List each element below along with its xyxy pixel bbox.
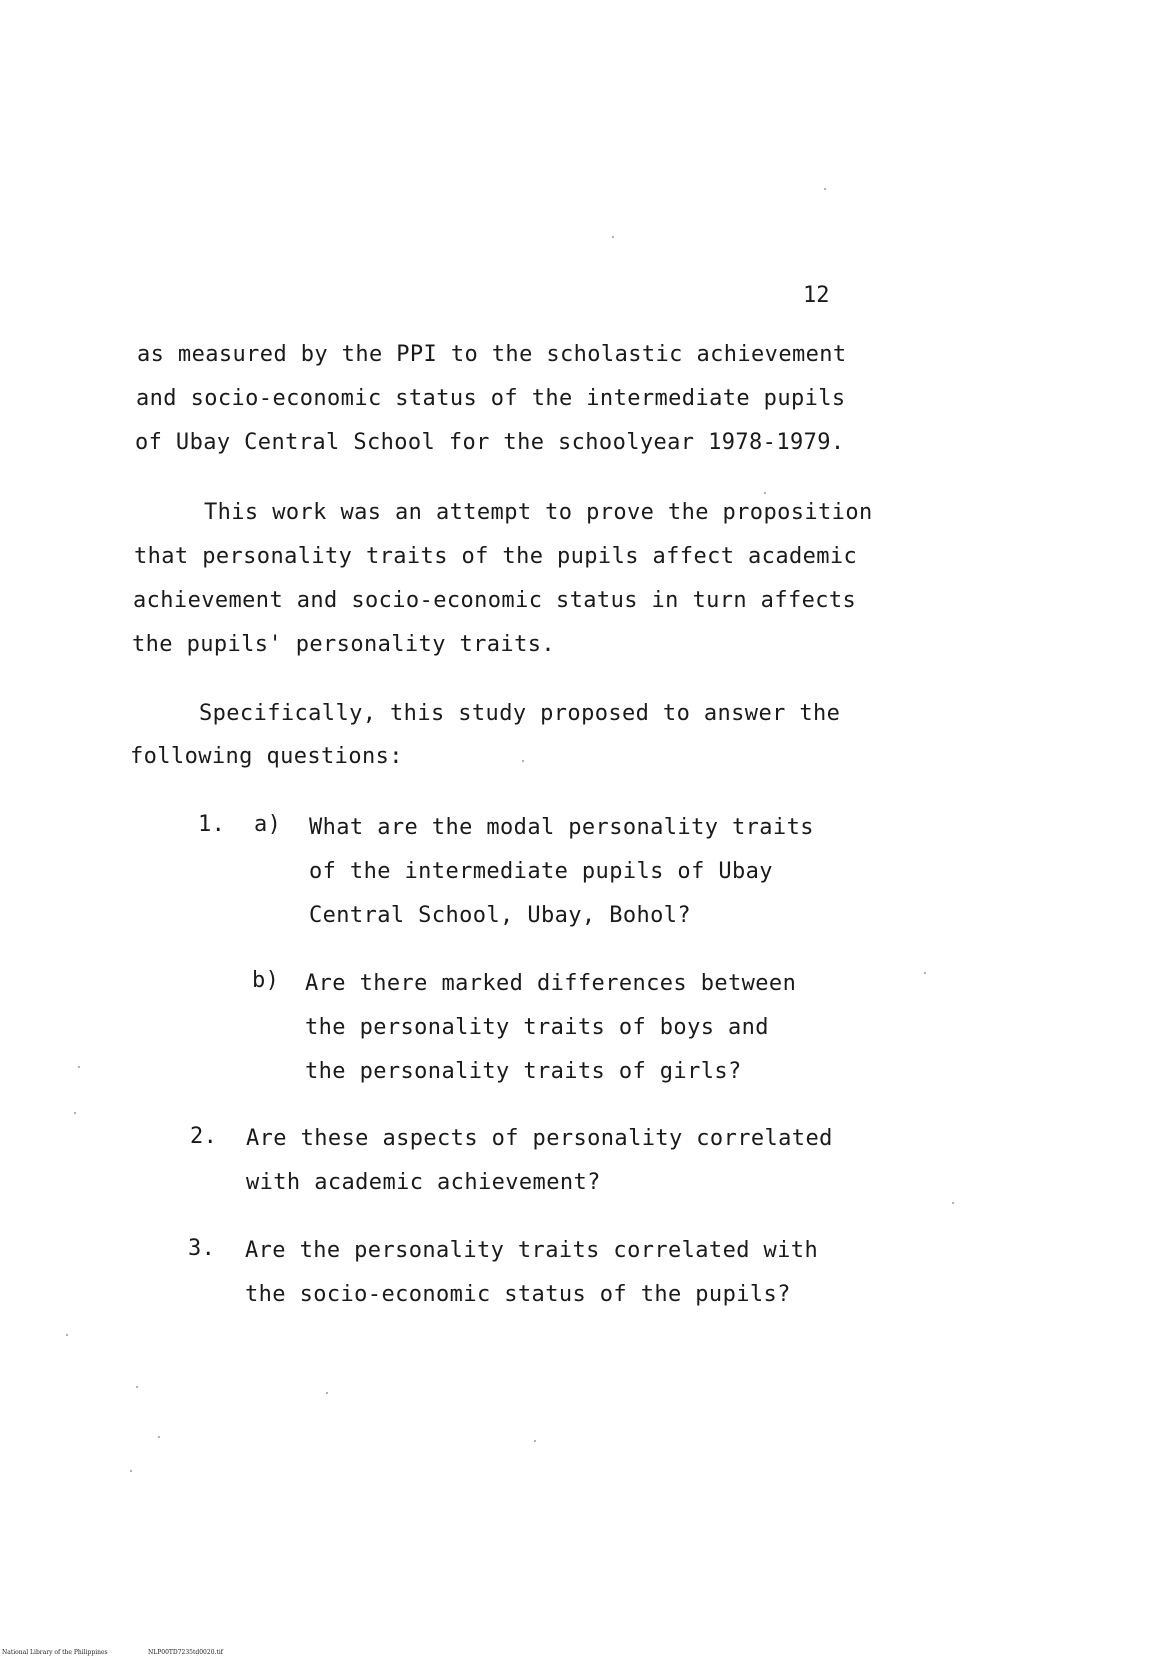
scan-speck bbox=[824, 188, 826, 190]
footer-file-id: NLP00TD7235td0020.tif bbox=[148, 1649, 223, 1656]
scan-speck bbox=[952, 1202, 954, 1204]
scan-speck bbox=[612, 236, 614, 238]
question-text-line: the socio-economic status of the pupils? bbox=[245, 1282, 791, 1307]
sub-question-label: b) bbox=[252, 968, 280, 993]
scan-speck bbox=[130, 1470, 132, 1472]
question-number: 3. bbox=[188, 1236, 216, 1261]
sub-question-label: a) bbox=[254, 812, 282, 837]
question-text-line: Are there marked differences between bbox=[305, 971, 797, 996]
scan-speck bbox=[74, 1112, 76, 1114]
scan-speck bbox=[326, 1392, 328, 1394]
scan-speck bbox=[136, 1386, 138, 1388]
body-text-line: that personality traits of the pupils affect academic bbox=[134, 544, 858, 569]
body-text-line: following questions: bbox=[130, 744, 403, 769]
body-text-line: and socio-economic status of the intermediate pupils bbox=[136, 386, 846, 411]
question-text-line: Are the personality traits correlated with bbox=[245, 1238, 819, 1263]
body-text-line: This work was an attempt to prove the proposition bbox=[204, 500, 873, 525]
question-text-line: Central School, Ubay, Bohol? bbox=[309, 903, 692, 928]
scan-speck bbox=[158, 1436, 160, 1438]
scan-speck bbox=[534, 1440, 536, 1442]
body-text-line: Specifically, this study proposed to answer the bbox=[199, 701, 841, 726]
body-text-line: as measured by the PPI to the scholastic achievement bbox=[137, 342, 847, 367]
question-text-line: Are these aspects of personality correlated bbox=[246, 1126, 833, 1151]
body-text-line: of Ubay Central School for the schoolyear 1978-1979. bbox=[135, 430, 845, 455]
question-text-line: of the intermediate pupils of Ubay bbox=[309, 859, 773, 884]
footer-library-name: National Library of the Philippines bbox=[2, 1649, 108, 1656]
scan-speck bbox=[522, 760, 524, 762]
body-text-line: achievement and socio-economic status in turn affects bbox=[133, 588, 857, 613]
page-number: 12 bbox=[803, 283, 830, 308]
scan-speck bbox=[66, 1334, 68, 1336]
scan-speck bbox=[924, 972, 926, 974]
scan-speck bbox=[764, 492, 766, 494]
question-number: 1. bbox=[198, 812, 226, 837]
question-text-line: the personality traits of boys and bbox=[305, 1015, 769, 1040]
scan-speck bbox=[78, 1066, 80, 1068]
question-text-line: the personality traits of girls? bbox=[305, 1059, 742, 1084]
question-text-line: with academic achievement? bbox=[246, 1170, 601, 1195]
body-text-line: the pupils' personality traits. bbox=[132, 632, 555, 657]
question-number: 2. bbox=[190, 1124, 218, 1149]
question-text-line: What are the modal personality traits bbox=[309, 815, 814, 840]
